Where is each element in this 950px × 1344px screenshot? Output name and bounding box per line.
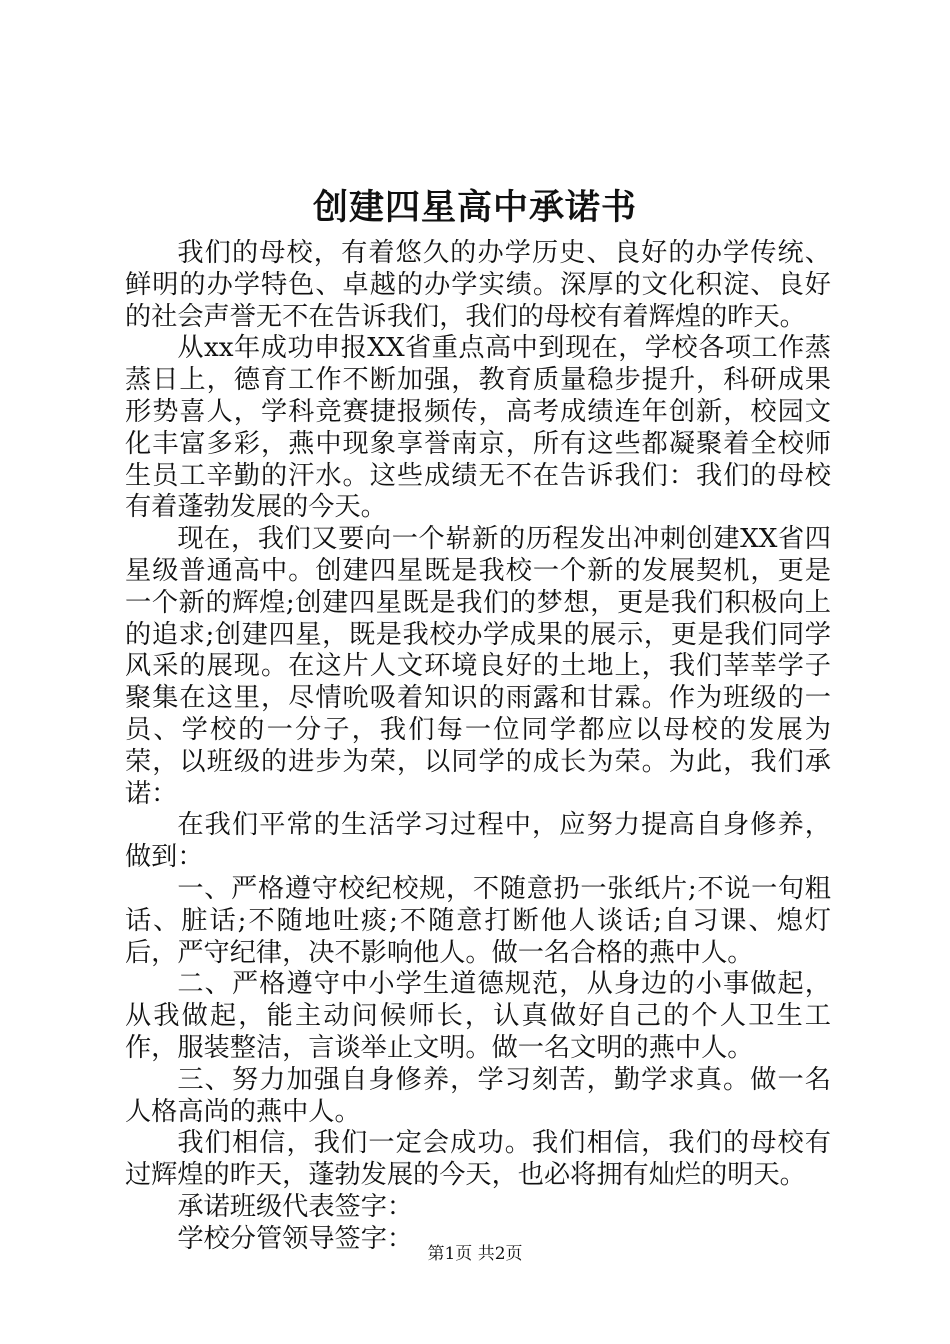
- signature-class-representative: 承诺班级代表签字：: [177, 1191, 414, 1222]
- commitment-item-1: 一、严格遵守校纪校规，不随意扔一张纸片;不说一句粗话、脏话;不随地吐痰;不随意打断他人谈话;自习课、熄灯后，严守纪律，决不影响他人。做一名合格的燕中人。: [125, 873, 831, 968]
- commitment-item-3: 三、努力加强自身修养，学习刻苦，勤学求真。做一名人格高尚的燕中人。: [125, 1064, 831, 1127]
- page-footer: 第1页 共2页: [427, 1244, 523, 1264]
- document-body: [125, 238, 831, 1256]
- paragraph-achievements: 从xx年成功申报XX省重点高中到现在，学校各项工作蒸蒸日上，德育工作不断加强，教育质量稳步提升，科研成果形势喜人，学科竞赛捷报频传，高考成绩连年创新，校园文化丰富多彩，燕中现象享誉南京，所有这些都凝聚着全校师生员工辛勤的汗水。这些成绩无不在告诉我们：我们的母校有着蓬勃发展的今天。: [125, 333, 831, 523]
- document-title: 创建四星高中承诺书: [312, 187, 637, 228]
- commitment-item-2: 二、严格遵守中小学生道德规范，从身边的小事做起，从我做起，能主动问候师长，认真做好自己的个人卫生工作，服装整洁，言谈举止文明。做一名文明的燕中人。: [125, 969, 831, 1063]
- paragraph-closing: 我们相信，我们一定会成功。我们相信，我们的母校有过辉煌的昨天，蓬勃发展的今天，也必将拥有灿烂的明天。: [125, 1128, 831, 1191]
- signature-school-leader: 学校分管领导签字：: [177, 1223, 414, 1254]
- paragraph-intro: 我们的母校，有着悠久的办学历史、良好的办学传统、鲜明的办学特色、卓越的办学实绩。深厚的文化积淀、良好的社会声誉无不在告诉我们，我们的母校有着辉煌的昨天。: [125, 238, 831, 332]
- paragraph-four-star-goal: 现在，我们又要向一个崭新的历程发出冲刺创建XX省四星级普通高中。创建四星既是我校一个新的发展契机，更是一个新的辉煌;创建四星既是我们的梦想，更是我们积极向上的追求;创建四星，既是我校办学成果的展示，更是我们同学风采的展现。在这片人文环境良好的土地上，我们莘莘学子聚集在这里，尽情吮吸着知识的雨露和甘霖。作为班级的一员、学校的一分子，我们每一位同学都应以母校的发展为荣，以班级的进步为荣，以同学的成长为荣。为此，我们承诺：: [125, 524, 831, 809]
- paragraph-commitment-lead: 在我们平常的生活学习过程中，应努力提高自身修养，做到：: [125, 810, 831, 873]
